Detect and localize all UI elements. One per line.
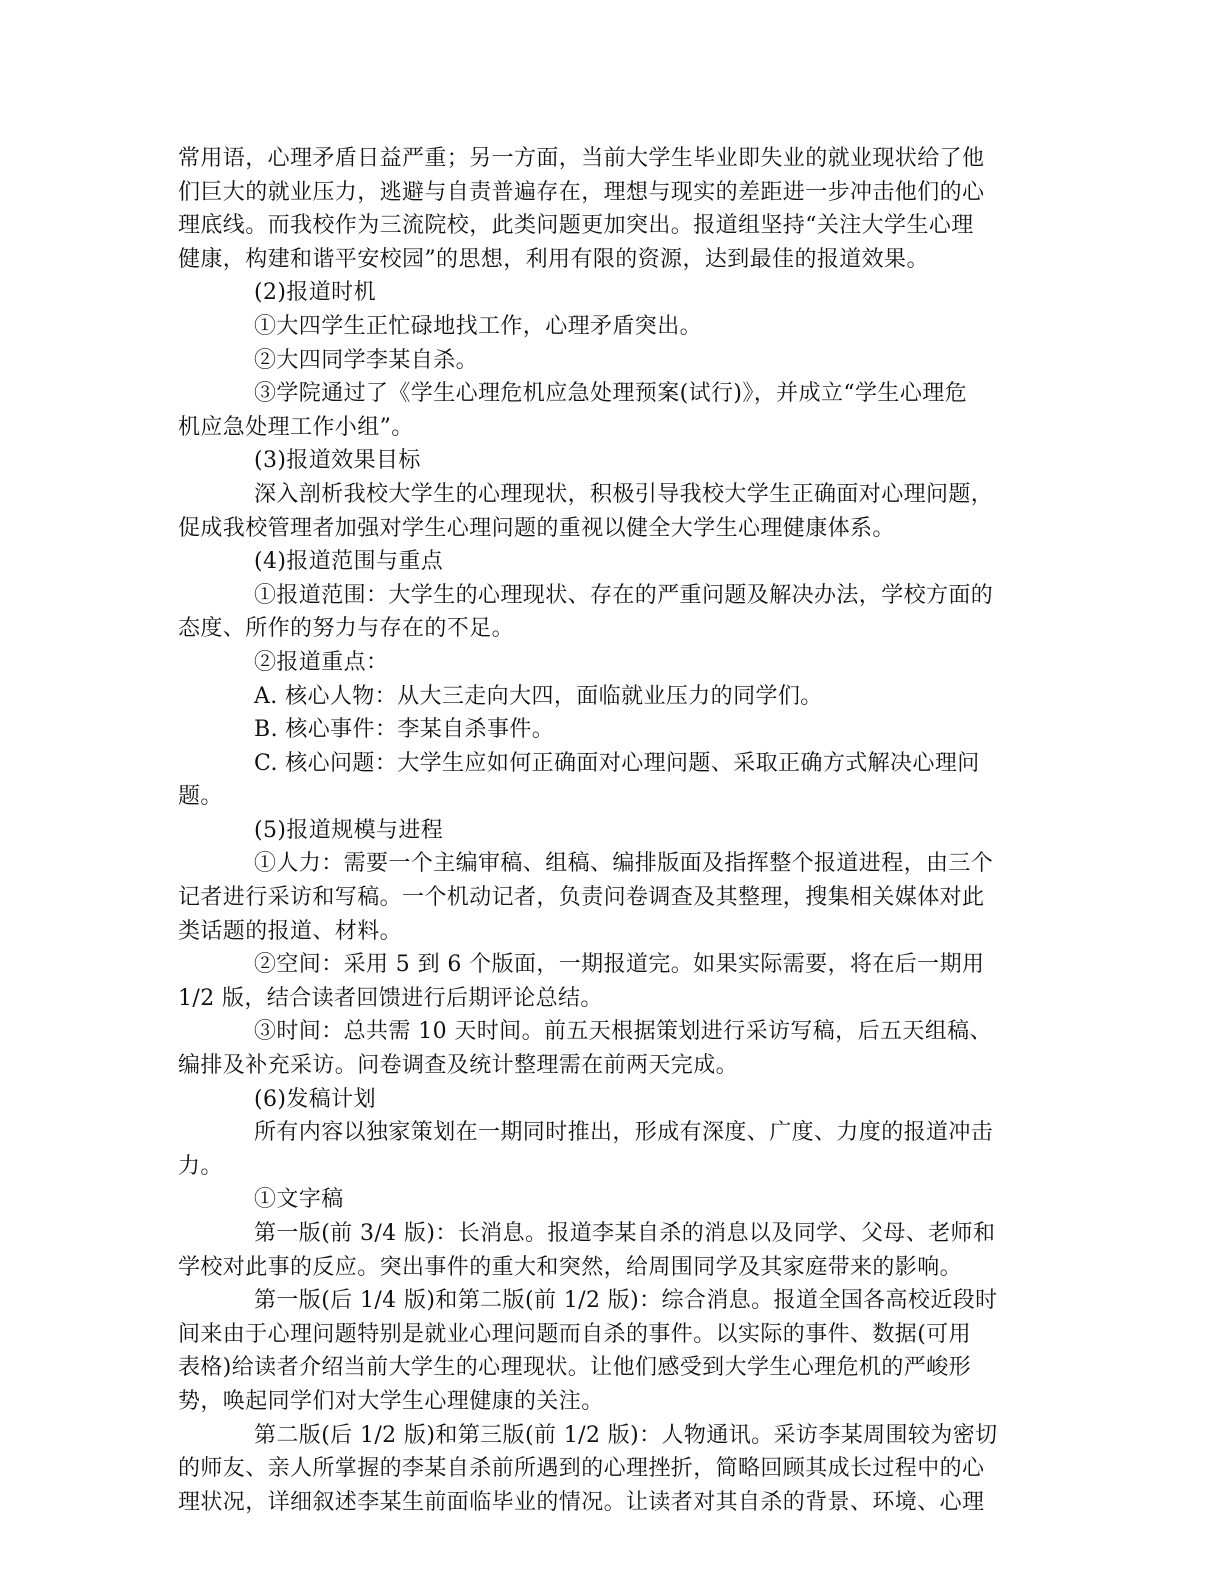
text-line: (5)报道规模与进程: [254, 817, 444, 843]
text-line: A. 核心人物：从大三走向大四，面临就业压力的同学们。: [254, 683, 823, 709]
text-line: 态度、所作的努力与存在的不足。: [178, 616, 515, 642]
text-line: ③学院通过了《学生心理危机应急处理预案(试行)》，并成立“学生心理危: [254, 381, 968, 407]
text-line: 们巨大的就业压力，逃避与自责普遍存在，理想与现实的差距进一步冲击他们的心: [178, 179, 985, 205]
text-line: 力。: [178, 1153, 223, 1179]
text-line: (6)发稿计划: [254, 1086, 376, 1112]
text-line: 第二版(后 1/2 版)和第三版(前 1/2 版)：人物通讯。采访李某周围较为密切: [254, 1422, 998, 1448]
text-line: (2)报道时机: [254, 280, 376, 306]
text-line: ②报道重点：: [254, 649, 389, 675]
text-line: 表格)给读者介绍当前大学生的心理现状。让他们感受到大学生心理危机的严峻形: [178, 1355, 971, 1381]
text-line: 理底线。而我校作为三流院校，此类问题更加突出。报道组坚持“关注大学生心理: [178, 213, 974, 239]
text-line: 促成我校管理者加强对学生心理问题的重视以健全大学生心理健康体系。: [178, 515, 895, 541]
text-line: 学校对此事的反应。突出事件的重大和突然，给周围同学及其家庭带来的影响。: [178, 1254, 963, 1280]
text-line: C. 核心问题：大学生应如何正确面对心理问题、采取正确方式解决心理问: [254, 750, 980, 776]
text-line: 1/2 版，结合读者回馈进行后期评论总结。: [178, 985, 603, 1011]
text-line: 类话题的报道、材料。: [178, 918, 403, 944]
text-line: 势，唤起同学们对大学生心理健康的关注。: [178, 1388, 604, 1414]
text-line: 题。: [178, 784, 223, 810]
text-line: 记者进行采访和写稿。一个机动记者，负责问卷调查及其整理，搜集相关媒体对此: [178, 885, 985, 911]
text-line: 常用语，心理矛盾日益严重；另一方面，当前大学生毕业即失业的就业现状给了他: [178, 146, 985, 171]
text-line: 机应急处理工作小组”。: [178, 414, 414, 440]
document-body: [178, 142, 1038, 1519]
text-line: (3)报道效果目标: [254, 448, 421, 474]
text-line: ②空间：采用 5 到 6 个版面，一期报道完。如果实际需要，将在后一期用: [254, 952, 985, 978]
text-line: ①大四学生正忙碌地找工作，心理矛盾突出。: [254, 313, 703, 339]
text-line: ③时间：总共需 10 天时间。前五天根据策划进行采访写稿，后五天组稿、: [254, 1019, 992, 1045]
text-line: 理状况，详细叙述李某生前面临毕业的情况。让读者对其自杀的背景、环境、心理: [178, 1489, 985, 1515]
text-line: ①文字稿: [254, 1187, 344, 1213]
text-line: ①报道范围：大学生的心理现状、存在的严重问题及解决办法，学校方面的: [254, 582, 994, 608]
text-line: 的师友、亲人所掌握的李某自杀前所遇到的心理挫折，简略回顾其成长过程中的心: [178, 1456, 985, 1482]
text-line: 编排及补充采访。问卷调查及统计整理需在前两天完成。: [178, 1053, 739, 1079]
text-line: (4)报道范围与重点: [254, 549, 444, 575]
text-line: 深入剖析我校大学生的心理现状，积极引导我校大学生正确面对心理问题，: [254, 481, 994, 507]
text-line: 第一版(后 1/4 版)和第二版(前 1/2 版)：综合消息。报道全国各高校近段时: [254, 1288, 998, 1314]
text-line: ②大四同学李某自杀。: [254, 347, 479, 373]
text-line: 健康，构建和谐平安校园”的思想，利用有限的资源，达到最佳的报道效果。: [178, 246, 929, 272]
text-line: 第一版(前 3/4 版)：长消息。报道李某自杀的消息以及同学、父母、老师和: [254, 1221, 996, 1246]
text-line: B. 核心事件：李某自杀事件。: [254, 717, 555, 743]
text-line: 间来由于心理问题特别是就业心理问题而自杀的事件。以实际的事件、数据(可用: [178, 1321, 971, 1347]
text-line: 所有内容以独家策划在一期同时推出，形成有深度、广度、力度的报道冲击: [254, 1120, 994, 1146]
text-line: ①人力：需要一个主编审稿、组稿、编排版面及指挥整个报道进程，由三个: [254, 851, 994, 877]
